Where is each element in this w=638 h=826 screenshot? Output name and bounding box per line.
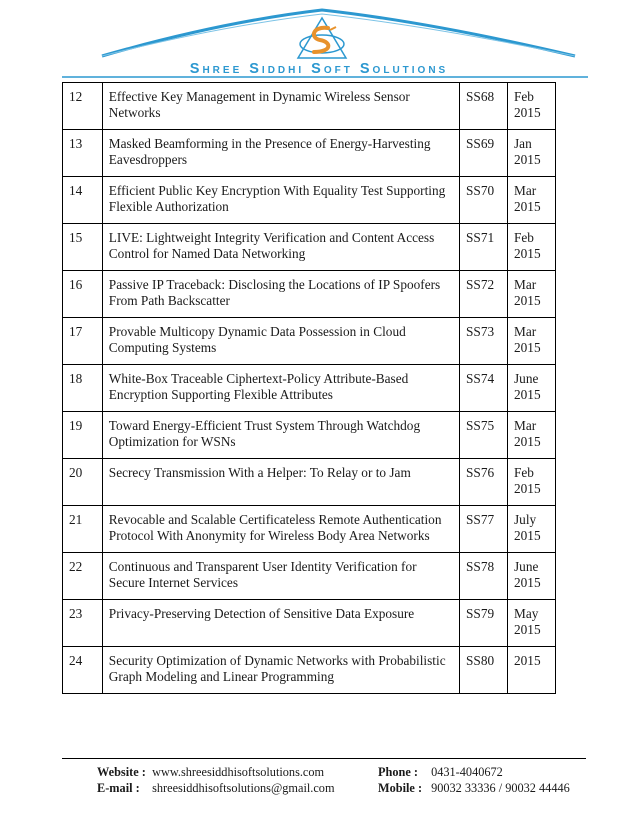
company-name: Shree Siddhi Soft Solutions: [189, 61, 449, 77]
footer-phone: [378, 764, 570, 780]
row-date: 2015: [508, 647, 556, 694]
table-row: [63, 271, 556, 318]
footer-rule: [62, 758, 586, 759]
row-number: 17: [63, 318, 103, 365]
email-label: E-mail :: [97, 781, 140, 795]
row-number: 24: [63, 647, 103, 694]
row-code: SS76: [460, 459, 508, 506]
row-code: SS71: [460, 224, 508, 271]
mobile-label: Mobile :: [378, 781, 423, 795]
row-number: 18: [63, 365, 103, 412]
row-number: 13: [63, 130, 103, 177]
row-code: SS80: [460, 647, 508, 694]
row-code: SS78: [460, 553, 508, 600]
row-code: SS69: [460, 130, 508, 177]
table-row: [63, 600, 556, 647]
table-row: [63, 553, 556, 600]
row-title: Toward Energy-Efficient Trust System Through Watchdog Optimization for WSNs: [102, 412, 459, 459]
row-number: 22: [63, 553, 103, 600]
row-title: LIVE: Lightweight Integrity Verification and Content Access Control for Named Data Networking: [102, 224, 459, 271]
row-title: Privacy-Preserving Detection of Sensitive Data Exposure: [102, 600, 459, 647]
row-title: Secrecy Transmission With a Helper: To Relay or to Jam: [102, 459, 459, 506]
website-label: Website :: [97, 765, 146, 779]
row-date: June 2015: [508, 553, 556, 600]
row-date: Feb 2015: [508, 83, 556, 130]
row-code: SS74: [460, 365, 508, 412]
table-row: [63, 459, 556, 506]
swan-triangle-logo-icon: [298, 18, 346, 58]
footer-website: [97, 764, 335, 780]
table-row: [63, 130, 556, 177]
row-code: SS70: [460, 177, 508, 224]
footer-email: [97, 780, 335, 796]
row-date: Jan 2015: [508, 130, 556, 177]
row-title: Passive IP Traceback: Disclosing the Locations of IP Spoofers From Path Backscatter: [102, 271, 459, 318]
email-value[interactable]: shreesiddhisoftsolutions@gmail.com: [152, 781, 335, 795]
roof-arc-line: [102, 10, 575, 56]
row-code: SS79: [460, 600, 508, 647]
phone-value: 0431-4040672: [431, 765, 503, 779]
row-date: Mar 2015: [508, 177, 556, 224]
row-title: Provable Multicopy Dynamic Data Possession in Cloud Computing Systems: [102, 318, 459, 365]
row-code: SS77: [460, 506, 508, 553]
row-date: Mar 2015: [508, 412, 556, 459]
row-number: 23: [63, 600, 103, 647]
table-row: [63, 318, 556, 365]
row-title: Effective Key Management in Dynamic Wireless Sensor Networks: [102, 83, 459, 130]
phone-label: Phone :: [378, 765, 418, 779]
table-row: [63, 177, 556, 224]
table-row: [63, 506, 556, 553]
table-row: [63, 647, 556, 694]
project-table: [62, 82, 556, 694]
row-number: 14: [63, 177, 103, 224]
row-code: SS72: [460, 271, 508, 318]
table-row: [63, 365, 556, 412]
footer-contact-phone: [378, 764, 570, 796]
table-row: [63, 83, 556, 130]
row-title: Efficient Public Key Encryption With Equality Test Supporting Flexible Authorization: [102, 177, 459, 224]
row-title: Continuous and Transparent User Identity Verification for Secure Internet Services: [102, 553, 459, 600]
row-date: Feb 2015: [508, 459, 556, 506]
row-date: May 2015: [508, 600, 556, 647]
row-number: 16: [63, 271, 103, 318]
footer-contact-web: [97, 764, 335, 796]
row-code: SS75: [460, 412, 508, 459]
row-number: 19: [63, 412, 103, 459]
table-row: [63, 412, 556, 459]
row-date: June 2015: [508, 365, 556, 412]
row-title: Masked Beamforming in the Presence of Energy-Harvesting Eavesdroppers: [102, 130, 459, 177]
row-date: Feb 2015: [508, 224, 556, 271]
row-number: 15: [63, 224, 103, 271]
mobile-value: 90032 33336 / 90032 44446: [431, 781, 570, 795]
row-title: Security Optimization of Dynamic Networks with Probabilistic Graph Modeling and Linear Programming: [102, 647, 459, 694]
page-header: [0, 0, 638, 80]
table-row: [63, 224, 556, 271]
row-date: Mar 2015: [508, 318, 556, 365]
row-number: 21: [63, 506, 103, 553]
row-code: SS68: [460, 83, 508, 130]
row-date: Mar 2015: [508, 271, 556, 318]
row-title: White-Box Traceable Ciphertext-Policy Attribute-Based Encryption Supporting Flexible Attributes: [102, 365, 459, 412]
row-code: SS73: [460, 318, 508, 365]
row-number: 20: [63, 459, 103, 506]
row-number: 12: [63, 83, 103, 130]
row-title: Revocable and Scalable Certificateless Remote Authentication Protocol With Anonymity for Wireless Body Area Networks: [102, 506, 459, 553]
footer-mobile: [378, 780, 570, 796]
website-value[interactable]: www.shreesiddhisoftsolutions.com: [152, 765, 325, 779]
row-date: July 2015: [508, 506, 556, 553]
